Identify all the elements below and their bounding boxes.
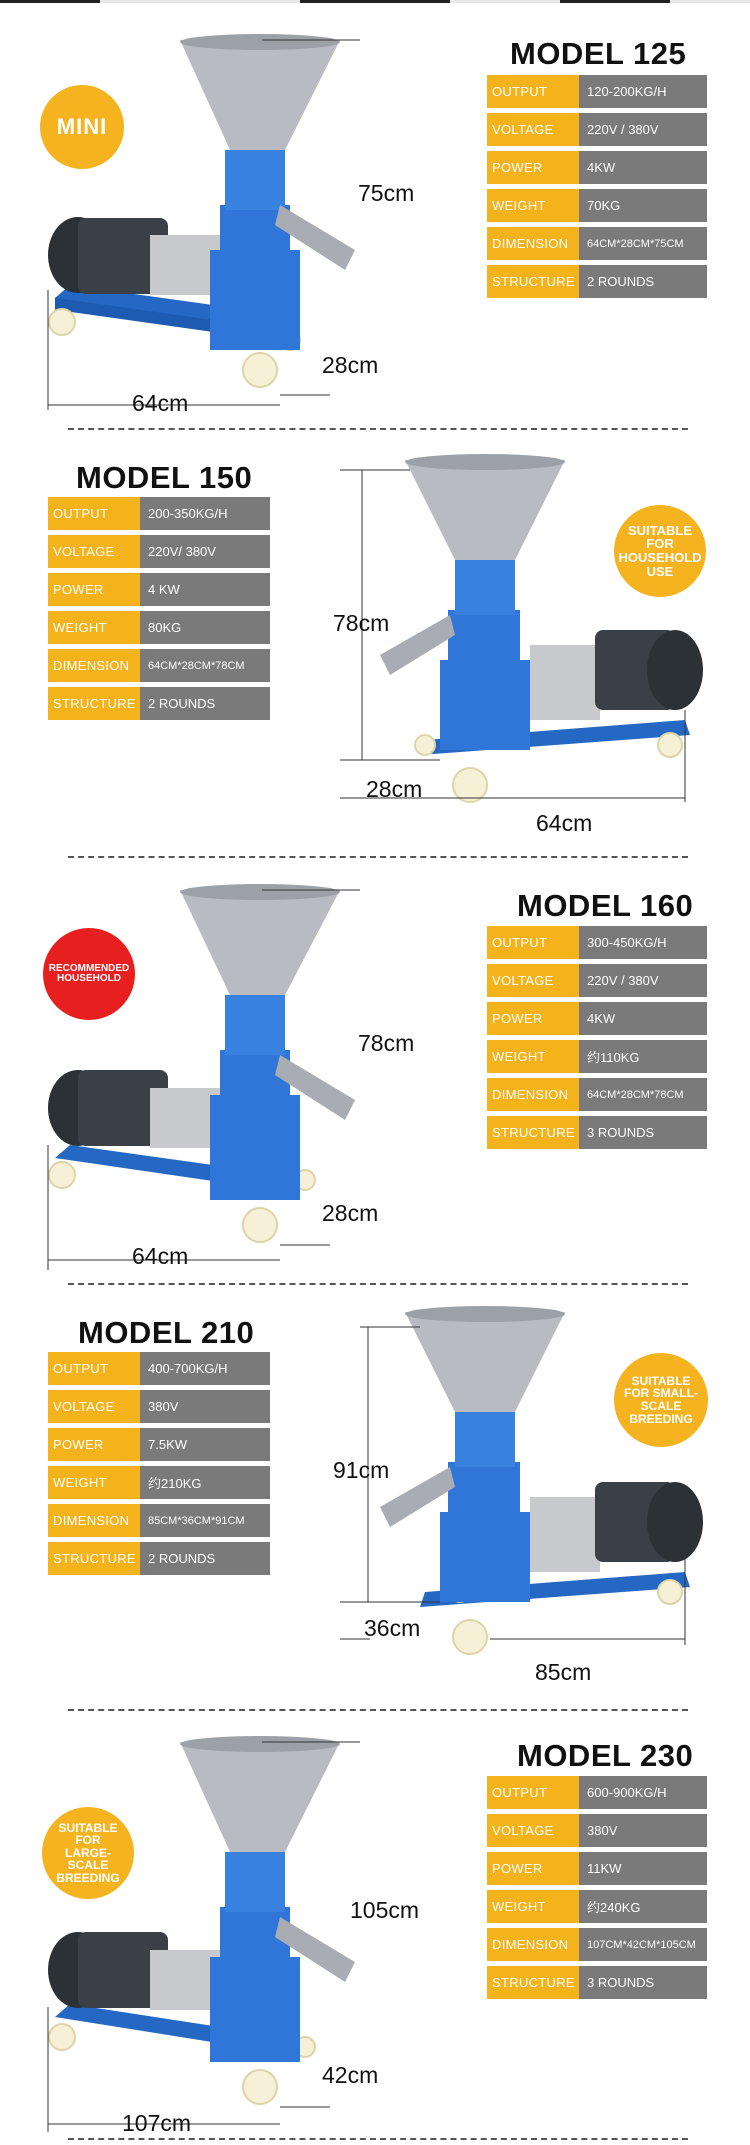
spec-value: 80KG <box>140 611 270 644</box>
dimension-height: 78cm <box>358 1030 415 1056</box>
pellet-machine-image <box>0 1712 360 2142</box>
spec-row-weight: WEIGHT 约240KG <box>487 1890 707 1923</box>
dimension-width: 64cm <box>132 1243 189 1269</box>
dimension-depth: 28cm <box>366 776 423 802</box>
spec-value: 220V / 380V <box>579 113 707 146</box>
model-title: MODEL 150 <box>76 460 253 495</box>
spec-row-power: POWER 11KW <box>487 1852 707 1885</box>
dimension-height: 75cm <box>358 180 415 206</box>
spec-value: 3 ROUNDS <box>579 1116 707 1149</box>
model-title: MODEL 230 <box>517 1738 694 1773</box>
spec-row-voltage: VOLTAGE 380V <box>487 1814 707 1847</box>
spec-row-power: POWER 4KW <box>487 1002 707 1035</box>
section-divider <box>68 856 688 858</box>
spec-value: 2 ROUNDS <box>579 265 707 298</box>
spec-row-structure: STRUCTURE 2 ROUNDS <box>487 265 707 298</box>
section-divider <box>68 2138 688 2140</box>
model-section-160 <box>0 860 750 1288</box>
spec-value: 约110KG <box>579 1040 707 1073</box>
spec-row-weight: WEIGHT 80KG <box>48 611 270 644</box>
spec-table <box>487 1776 707 2004</box>
model-title: MODEL 125 <box>510 36 687 71</box>
pellet-machine-image <box>0 0 360 420</box>
spec-value: 85CM*36CM*91CM <box>140 1504 270 1537</box>
spec-row-power: POWER 7.5KW <box>48 1428 270 1461</box>
spec-row-dimension: DIMENSION 64CM*28CM*78CM <box>48 649 270 682</box>
spec-value: 7.5KW <box>140 1428 270 1461</box>
spec-value: 2 ROUNDS <box>140 1542 270 1575</box>
spec-row-power: POWER 4 KW <box>48 573 270 606</box>
spec-value: 220V/ 380V <box>140 535 270 568</box>
spec-row-voltage: VOLTAGE 220V/ 380V <box>48 535 270 568</box>
spec-value: 约240KG <box>579 1890 707 1923</box>
spec-value: 400-700KG/H <box>140 1352 270 1385</box>
spec-value: 120-200KG/H <box>579 75 707 108</box>
spec-table <box>487 75 707 303</box>
spec-value: 64CM*28CM*75CM <box>579 227 707 260</box>
badge-small-scale: SUITABLE FOR SMALL-SCALE BREEDING <box>614 1353 708 1447</box>
dimension-depth: 28cm <box>322 352 379 378</box>
spec-value: 380V <box>579 1814 707 1847</box>
spec-row-dimension: DIMENSION 64CM*28CM*78CM <box>487 1078 707 1111</box>
spec-row-voltage: VOLTAGE 220V / 380V <box>487 964 707 997</box>
section-divider <box>68 1709 688 1711</box>
spec-row-dimension: DIMENSION 64CM*28CM*75CM <box>487 227 707 260</box>
dimension-width: 64cm <box>132 390 189 416</box>
spec-row-voltage: VOLTAGE 220V / 380V <box>487 113 707 146</box>
dimension-width: 85cm <box>535 1659 592 1685</box>
spec-value: 约210KG <box>140 1466 270 1499</box>
spec-value: 11KW <box>579 1852 707 1885</box>
dimension-width: 107cm <box>122 2110 192 2136</box>
spec-table <box>487 926 707 1154</box>
spec-table <box>48 497 270 725</box>
spec-row-output: OUTPUT 300-450KG/H <box>487 926 707 959</box>
dimension-width: 64cm <box>536 810 593 836</box>
dimension-depth: 28cm <box>322 1200 379 1226</box>
spec-value: 64CM*28CM*78CM <box>140 649 270 682</box>
model-section-230 <box>0 1712 750 2140</box>
dimension-depth: 42cm <box>322 2062 379 2088</box>
spec-value: 380V <box>140 1390 270 1423</box>
model-section-210 <box>0 1287 750 1715</box>
spec-row-weight: WEIGHT 约210KG <box>48 1466 270 1499</box>
pellet-machine-image <box>340 1287 710 1707</box>
spec-row-structure: STRUCTURE 2 ROUNDS <box>48 1542 270 1575</box>
spec-value: 3 ROUNDS <box>579 1966 707 1999</box>
model-section-150 <box>0 430 750 858</box>
spec-value: 220V / 380V <box>579 964 707 997</box>
spec-value: 300-450KG/H <box>579 926 707 959</box>
spec-row-dimension: DIMENSION 107CM*42CM*105CM <box>487 1928 707 1961</box>
badge-recommended: RECOMMENDED HOUSEHOLD <box>43 928 135 1020</box>
spec-value: 70KG <box>579 189 707 222</box>
model-title: MODEL 160 <box>517 888 694 923</box>
spec-row-dimension: DIMENSION 85CM*36CM*91CM <box>48 1504 270 1537</box>
spec-row-voltage: VOLTAGE 380V <box>48 1390 270 1423</box>
badge-large-scale: SUITABLE FOR LARGE-SCALE BREEDING <box>42 1807 134 1899</box>
badge-mini: MINI <box>40 85 124 169</box>
dimension-height: 78cm <box>333 610 390 636</box>
spec-row-output: OUTPUT 600-900KG/H <box>487 1776 707 1809</box>
badge-household: SUITABLE FOR HOUSEHOLD USE <box>614 505 706 597</box>
section-divider <box>68 1283 688 1285</box>
spec-row-structure: STRUCTURE 2 ROUNDS <box>48 687 270 720</box>
spec-row-output: OUTPUT 120-200KG/H <box>487 75 707 108</box>
spec-row-weight: WEIGHT 70KG <box>487 189 707 222</box>
pellet-machine-image <box>0 860 360 1280</box>
model-title: MODEL 210 <box>78 1315 255 1350</box>
spec-table <box>48 1352 270 1580</box>
spec-row-structure: STRUCTURE 3 ROUNDS <box>487 1116 707 1149</box>
dimension-depth: 36cm <box>364 1615 421 1641</box>
spec-value: 200-350KG/H <box>140 497 270 530</box>
dimension-height: 91cm <box>333 1457 390 1483</box>
spec-row-output: OUTPUT 200-350KG/H <box>48 497 270 530</box>
spec-row-structure: STRUCTURE 3 ROUNDS <box>487 1966 707 1999</box>
model-section-125 <box>0 0 750 428</box>
spec-row-output: OUTPUT 400-700KG/H <box>48 1352 270 1385</box>
spec-value: 2 ROUNDS <box>140 687 270 720</box>
dimension-height: 105cm <box>350 1897 420 1923</box>
spec-value: 4 KW <box>140 573 270 606</box>
spec-value: 4KW <box>579 1002 707 1035</box>
spec-value: 107CM*42CM*105CM <box>579 1928 707 1961</box>
spec-value: 64CM*28CM*78CM <box>579 1078 707 1111</box>
spec-row-power: POWER 4KW <box>487 151 707 184</box>
spec-value: 4KW <box>579 151 707 184</box>
spec-value: 600-900KG/H <box>579 1776 707 1809</box>
spec-row-weight: WEIGHT 约110KG <box>487 1040 707 1073</box>
